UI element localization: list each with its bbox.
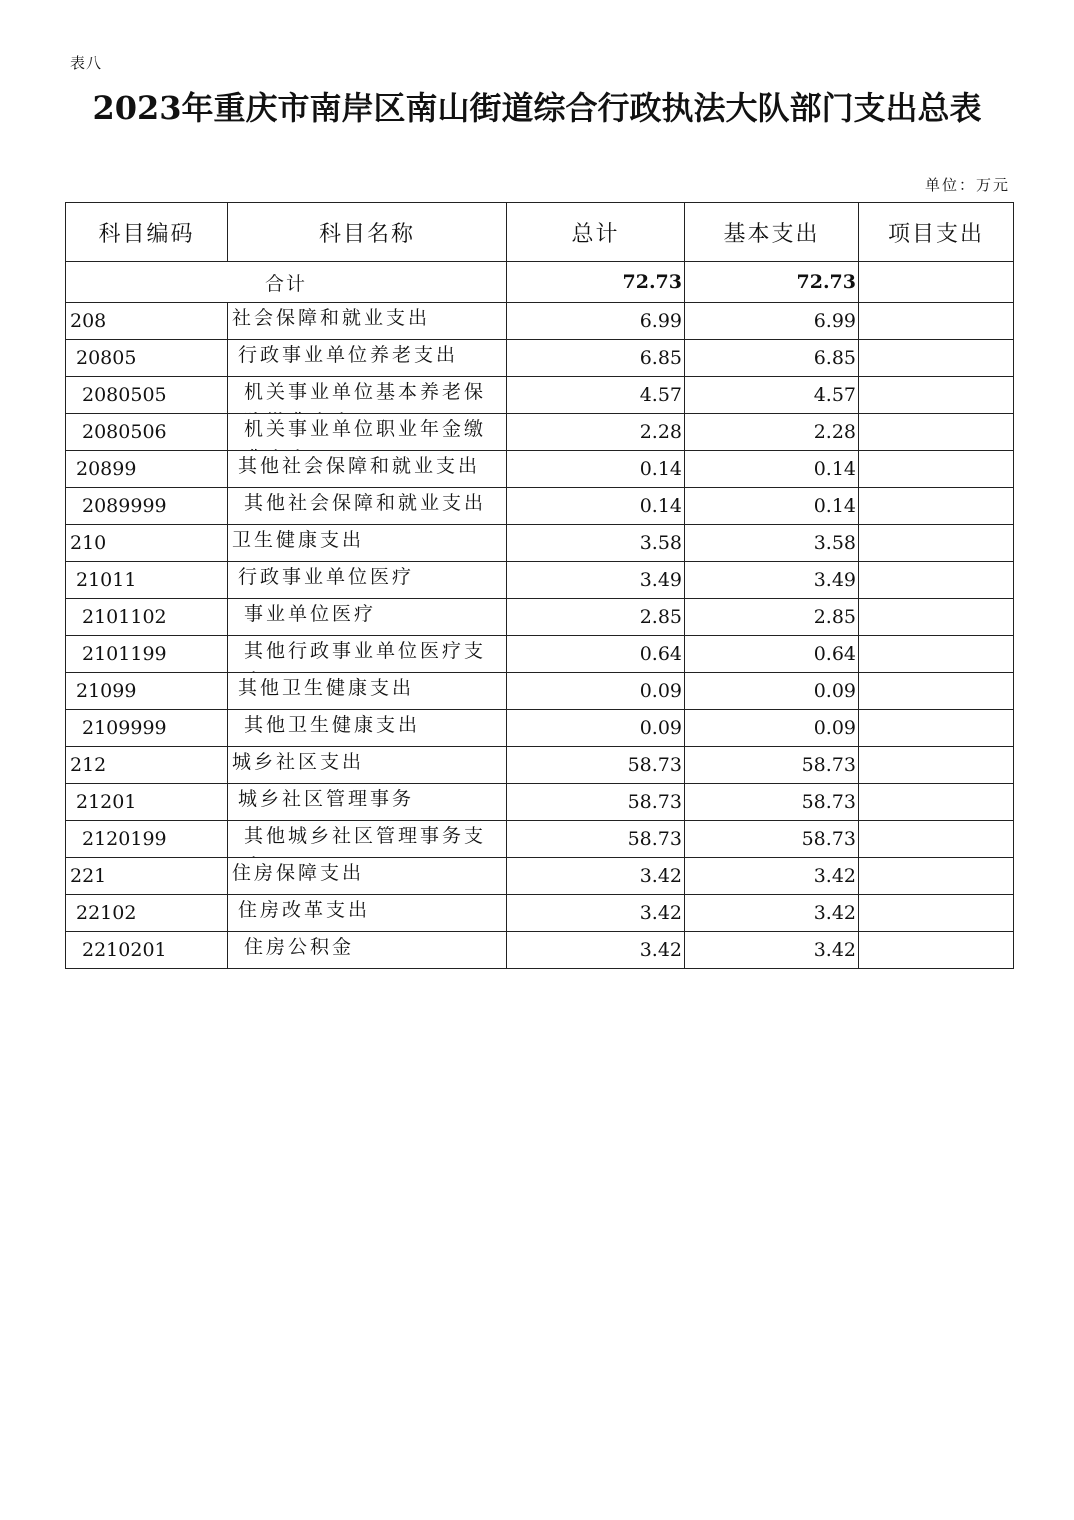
row-name-text: 其他卫生健康支出	[244, 714, 421, 736]
row-project-cell	[859, 340, 1014, 377]
total-label: 合计	[66, 262, 507, 303]
row-name-cell	[228, 451, 507, 488]
row-basic-cell: 6.99	[685, 303, 859, 340]
row-basic-cell: 3.58	[685, 525, 859, 562]
row-basic-cell: 6.85	[685, 340, 859, 377]
row-name-text: 住房改革支出	[238, 899, 371, 921]
row-basic-cell: 0.64	[685, 636, 859, 673]
row-project-cell	[859, 710, 1014, 747]
table-row	[66, 451, 1014, 488]
row-name-text: 行政事业单位医疗	[238, 566, 415, 588]
row-total-cell: 4.57	[507, 377, 685, 414]
row-code-cell: 212	[66, 747, 228, 784]
row-total-cell: 3.58	[507, 525, 685, 562]
row-code-cell: 2109999	[66, 710, 228, 747]
row-name-cell	[228, 377, 507, 414]
row-name-cell	[228, 488, 507, 525]
row-basic-cell: 2.28	[685, 414, 859, 451]
table-row	[66, 525, 1014, 562]
total-basic-cell: 72.73	[685, 262, 859, 303]
page-title: 2023年重庆市南岸区南山街道综合行政执法大队部门支出总表	[92, 89, 982, 127]
row-name-text: 其他城乡社区管理事务支	[244, 825, 487, 847]
row-code-cell: 2120199	[66, 821, 228, 858]
row-project-cell	[859, 451, 1014, 488]
row-name-text: 住房公积金	[244, 936, 355, 958]
row-code-cell: 210	[66, 525, 228, 562]
table-row	[66, 821, 1014, 858]
total-row	[66, 262, 1014, 303]
table-row	[66, 932, 1014, 969]
row-basic-cell: 58.73	[685, 784, 859, 821]
row-total-cell: 2.28	[507, 414, 685, 451]
row-project-cell	[859, 562, 1014, 599]
row-name-text: 城乡社区管理事务	[238, 788, 415, 810]
table-row	[66, 710, 1014, 747]
row-name-cell	[228, 414, 507, 451]
row-name-cell	[228, 821, 507, 858]
row-basic-cell: 2.85	[685, 599, 859, 636]
row-name-cell	[228, 562, 507, 599]
table-row	[66, 895, 1014, 932]
row-total-cell: 3.49	[507, 562, 685, 599]
row-name-text: 机关事业单位基本养老保	[244, 381, 487, 403]
row-project-cell	[859, 599, 1014, 636]
total-sum-cell: 72.73	[507, 262, 685, 303]
row-basic-cell: 0.09	[685, 710, 859, 747]
row-name-cell	[228, 340, 507, 377]
row-project-cell	[859, 636, 1014, 673]
row-name-text: 城乡社区支出	[232, 751, 365, 773]
column-header-code: 科目编码	[66, 203, 228, 262]
row-total-cell: 2.85	[507, 599, 685, 636]
row-project-cell	[859, 525, 1014, 562]
row-name-text: 其他行政事业单位医疗支	[244, 640, 487, 662]
row-name-text: 卫生健康支出	[232, 529, 365, 551]
row-code-cell: 20805	[66, 340, 228, 377]
row-name-text: 其他社会保障和就业支出	[244, 492, 487, 514]
row-project-cell	[859, 488, 1014, 525]
table-row	[66, 747, 1014, 784]
row-basic-cell: 0.09	[685, 673, 859, 710]
row-name-cell	[228, 932, 507, 969]
row-name-cell	[228, 747, 507, 784]
row-basic-cell: 3.42	[685, 932, 859, 969]
row-project-cell	[859, 673, 1014, 710]
row-project-cell	[859, 377, 1014, 414]
row-basic-cell: 3.42	[685, 858, 859, 895]
column-header-total: 总计	[507, 203, 685, 262]
row-total-cell: 0.09	[507, 710, 685, 747]
row-project-cell	[859, 784, 1014, 821]
row-code-cell: 20899	[66, 451, 228, 488]
row-code-cell: 2101102	[66, 599, 228, 636]
row-total-cell: 58.73	[507, 747, 685, 784]
row-basic-cell: 4.57	[685, 377, 859, 414]
row-name-cell	[228, 636, 507, 673]
row-name-cell	[228, 710, 507, 747]
row-name-cell	[228, 673, 507, 710]
row-code-cell: 2101199	[66, 636, 228, 673]
row-total-cell: 6.99	[507, 303, 685, 340]
row-basic-cell: 0.14	[685, 451, 859, 488]
row-project-cell	[859, 821, 1014, 858]
row-total-cell: 0.14	[507, 451, 685, 488]
row-name-cell	[228, 599, 507, 636]
column-header-basic: 基本支出	[685, 203, 859, 262]
row-code-cell: 21011	[66, 562, 228, 599]
row-total-cell: 3.42	[507, 858, 685, 895]
row-name-text: 其他卫生健康支出	[238, 677, 415, 699]
table-row	[66, 784, 1014, 821]
row-code-cell: 21201	[66, 784, 228, 821]
table-row	[66, 636, 1014, 673]
row-name-text: 其他社会保障和就业支出	[238, 455, 481, 477]
table-row	[66, 488, 1014, 525]
row-code-cell: 22102	[66, 895, 228, 932]
row-code-cell: 2089999	[66, 488, 228, 525]
row-total-cell: 3.42	[507, 895, 685, 932]
table-row	[66, 673, 1014, 710]
row-project-cell	[859, 858, 1014, 895]
row-name-cell	[228, 525, 507, 562]
unit-label: 单位：万元	[924, 176, 1010, 194]
row-project-cell	[859, 747, 1014, 784]
row-total-cell: 0.14	[507, 488, 685, 525]
row-code-cell: 221	[66, 858, 228, 895]
row-project-cell	[859, 932, 1014, 969]
row-name-text: 机关事业单位职业年金缴	[244, 418, 487, 440]
table-row	[66, 599, 1014, 636]
row-name-cell	[228, 858, 507, 895]
total-project-cell	[859, 262, 1014, 303]
row-name-text: 事业单位医疗	[244, 603, 377, 625]
row-code-cell: 2210201	[66, 932, 228, 969]
row-project-cell	[859, 895, 1014, 932]
row-name-cell	[228, 784, 507, 821]
row-basic-cell: 58.73	[685, 747, 859, 784]
row-code-cell: 2080506	[66, 414, 228, 451]
table-row	[66, 303, 1014, 340]
column-header-project: 项目支出	[859, 203, 1014, 262]
row-basic-cell: 0.14	[685, 488, 859, 525]
row-basic-cell: 3.49	[685, 562, 859, 599]
row-name-cell	[228, 895, 507, 932]
row-code-cell: 21099	[66, 673, 228, 710]
row-total-cell: 58.73	[507, 821, 685, 858]
table-row	[66, 562, 1014, 599]
table-label: 表八	[70, 54, 103, 72]
header-row	[66, 203, 1014, 262]
row-project-cell	[859, 414, 1014, 451]
row-total-cell: 0.64	[507, 636, 685, 673]
column-header-name: 科目名称	[228, 203, 507, 262]
row-basic-cell: 58.73	[685, 821, 859, 858]
row-total-cell: 3.42	[507, 932, 685, 969]
row-total-cell: 6.85	[507, 340, 685, 377]
expense-table	[65, 202, 1014, 969]
table-row	[66, 340, 1014, 377]
table-row	[66, 414, 1014, 451]
table-row	[66, 377, 1014, 414]
row-basic-cell: 3.42	[685, 895, 859, 932]
row-code-cell: 208	[66, 303, 228, 340]
row-name-cell	[228, 303, 507, 340]
row-code-cell: 2080505	[66, 377, 228, 414]
row-total-cell: 58.73	[507, 784, 685, 821]
row-name-text: 住房保障支出	[232, 862, 365, 884]
row-project-cell	[859, 303, 1014, 340]
table-row	[66, 858, 1014, 895]
row-name-text: 社会保障和就业支出	[232, 307, 431, 329]
row-name-text: 行政事业单位养老支出	[238, 344, 459, 366]
row-total-cell: 0.09	[507, 673, 685, 710]
